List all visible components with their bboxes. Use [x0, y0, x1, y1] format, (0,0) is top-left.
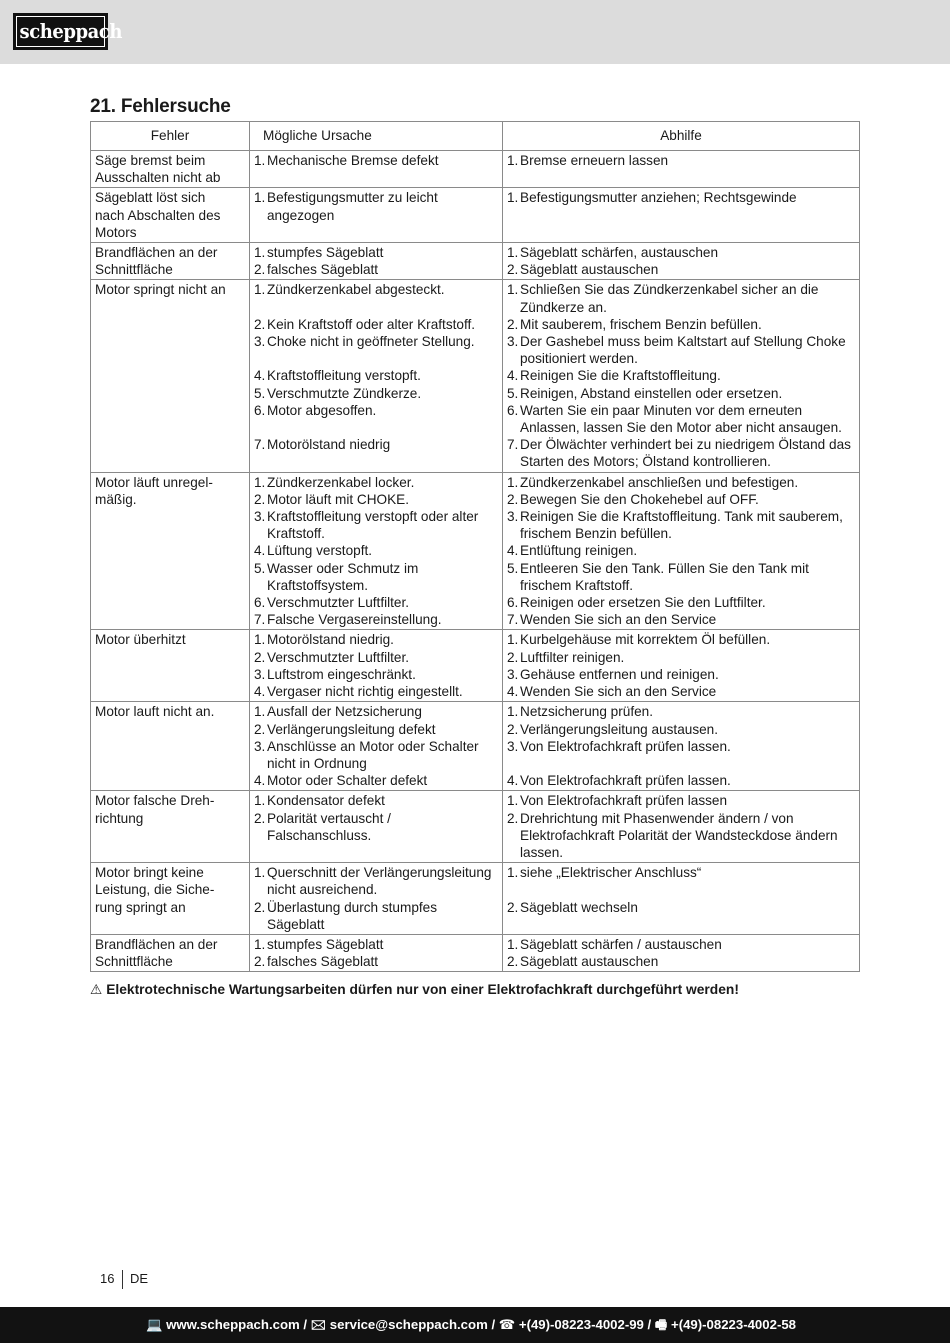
list-item — [507, 703, 855, 720]
list-item — [507, 560, 855, 594]
footer-contact: 💻 www.scheppach.com / 🖂 service@scheppach.com / ☎ +(49)-08223-4002-99 / 🖷 +(49)-08223-4002-58 — [146, 1317, 796, 1332]
fehler-line: Brandflächen an der — [95, 936, 218, 952]
list-item-text: Reinigen Sie die Kraftstoffleitung. Tank mit sauberem, frischem Benzin befüllen. — [520, 509, 843, 542]
list-item-number: 1. — [254, 704, 266, 720]
list-spacer — [254, 299, 498, 316]
list-item-text: Wenden Sie sich an den Service — [520, 684, 717, 700]
troubleshooting-table — [90, 121, 860, 972]
list-item-text: Sägeblatt austauschen — [520, 262, 659, 278]
list-item-number: 2. — [254, 316, 266, 332]
list-item-number: 2. — [507, 721, 519, 737]
list-item — [254, 953, 498, 970]
list-item-number: 5. — [254, 385, 266, 401]
list-item-text: Befestigungsmutter anziehen; Rechtsgewinde — [520, 190, 797, 206]
list-item — [254, 611, 498, 628]
list-item — [507, 385, 855, 402]
list-item-number: 2. — [507, 954, 519, 970]
list-item — [254, 772, 498, 789]
list-item — [507, 316, 855, 333]
list-item-text: Motorölstand niedrig — [267, 437, 391, 453]
list-item — [507, 899, 855, 916]
list-item-number: 3. — [507, 334, 519, 350]
list-item-number: 1. — [507, 282, 519, 298]
cell-fehler — [91, 702, 250, 791]
fehler-line: Leistung, die Siche- — [95, 882, 215, 898]
list-item-number: 4. — [254, 543, 266, 559]
list-item — [507, 936, 855, 953]
cell-ursache — [250, 280, 503, 472]
fehler-line: Motor überhitzt — [95, 632, 186, 648]
cell-abhilfe — [503, 630, 860, 702]
list-item-text: Netzsicherung prüfen. — [520, 704, 653, 720]
list-item — [254, 385, 498, 402]
list-item-number: 4. — [254, 773, 266, 789]
list-item-text: Verschmutzte Zündkerze. — [267, 385, 422, 401]
table-row — [91, 151, 860, 188]
fehler-line: Säge bremst beim — [95, 153, 206, 168]
list-item-number: 1. — [507, 865, 519, 881]
cell-fehler — [91, 151, 250, 188]
list-item-text: falsches Sägeblatt — [267, 954, 379, 970]
list-item — [507, 436, 855, 470]
list-item — [254, 721, 498, 738]
list-item-text: Ausfall der Netzsicherung — [267, 704, 422, 720]
list-item-number: 1. — [254, 793, 266, 809]
list-item — [507, 631, 855, 648]
list-item — [507, 810, 855, 862]
list-item-text: Bremse erneuern lassen — [520, 153, 669, 168]
list-item-text: Überlastung durch stumpfes Sägeblatt — [267, 899, 438, 932]
list-item-text: Warten Sie ein paar Minuten vor dem erneuten Anlassen, lassen Sie den Motor aber nicht ansaugen. — [520, 402, 842, 436]
list-item — [254, 542, 498, 559]
list-item-number: 1. — [254, 190, 266, 206]
list-item-text: falsches Sägeblatt — [267, 262, 379, 278]
column-header-abhilfe: Abhilfe — [503, 122, 860, 151]
list-item — [507, 683, 855, 700]
list-item-text: Von Elektrofachkraft prüfen lassen. — [520, 773, 731, 789]
list-item-text: Schließen Sie das Zündkerzenkabel sicher an die Zündkerze an. — [520, 282, 819, 315]
list-item — [254, 594, 498, 611]
list-item-number: 1. — [507, 153, 519, 168]
list-item-text: siehe „Elektrischer Anschluss“ — [520, 865, 702, 881]
list-spacer — [254, 419, 498, 436]
list-spacer — [507, 755, 855, 772]
list-item — [507, 953, 855, 970]
list-item — [254, 738, 498, 772]
logo-text: scheppach — [19, 19, 123, 43]
list-item — [507, 611, 855, 628]
list-item-number: 6. — [254, 402, 266, 418]
list-item-text: Sägeblatt schärfen / austauschen — [520, 936, 722, 952]
list-item-number: 3. — [254, 738, 266, 754]
list-item-text: Drehrichtung mit Phasenwender ändern / von Elektrofachkraft Polarität der Wandsteckdose ändern lassen. — [520, 810, 838, 860]
fehler-line: nach Abschalten des — [95, 207, 221, 223]
list-item-number: 1. — [507, 190, 519, 206]
list-item-text: Der Ölwächter verhindert bei zu niedrigem Ölstand das Starten des Motors; Ölstand kontrollieren. — [520, 437, 851, 470]
list-item-text: Zündkerzenkabel abgesteckt. — [267, 282, 445, 298]
cell-abhilfe — [503, 472, 860, 630]
table-row — [91, 863, 860, 935]
list-item — [254, 560, 498, 594]
fehler-line: Motor falsche Dreh- — [95, 793, 215, 809]
list-item — [254, 649, 498, 666]
list-item — [254, 367, 498, 384]
list-item-text: Motor oder Schalter defekt — [267, 773, 428, 789]
list-item-text: Luftfilter reinigen. — [520, 649, 625, 665]
list-item — [507, 666, 855, 683]
cell-abhilfe — [503, 702, 860, 791]
list-item — [254, 936, 498, 953]
list-item — [254, 152, 498, 169]
list-item — [507, 244, 855, 261]
list-item-text: Sägeblatt austauschen — [520, 954, 659, 970]
list-item-number: 3. — [507, 509, 519, 525]
list-item — [507, 152, 855, 169]
list-item — [507, 649, 855, 666]
list-item-text: Sägeblatt wechseln — [520, 899, 638, 915]
list-item-number: 2. — [254, 721, 266, 737]
list-item — [507, 864, 855, 881]
list-item-text: Von Elektrofachkraft prüfen lassen. — [520, 738, 731, 754]
list-item — [254, 402, 498, 419]
list-item-text: Kraftstoffleitung verstopft. — [267, 368, 421, 384]
list-item — [254, 683, 498, 700]
fehler-line: Ausschalten nicht ab — [95, 170, 221, 186]
list-item-text: Zündkerzenkabel anschließen und befestigen. — [520, 474, 799, 490]
fehler-line: Motor bringt keine — [95, 865, 204, 881]
list-item-text: Mechanische Bremse defekt — [267, 153, 439, 168]
list-item-text: Zündkerzenkabel locker. — [267, 474, 415, 490]
list-item-text: Falsche Vergasereinstellung. — [267, 612, 442, 628]
list-item-number: 3. — [507, 738, 519, 754]
fehler-line: mäßig. — [95, 491, 137, 507]
fehler-line: Brandflächen an der — [95, 245, 218, 261]
list-item-number: 1. — [254, 936, 266, 952]
list-item-text: Kein Kraftstoff oder alter Kraftstoff. — [267, 316, 476, 332]
list-item-text: Von Elektrofachkraft prüfen lassen — [520, 793, 728, 809]
list-item-number: 4. — [507, 773, 519, 789]
table-header-row — [91, 122, 860, 151]
list-item — [254, 474, 498, 491]
list-item-text: Befestigungsmutter zu leicht angezogen — [267, 190, 438, 223]
table-body — [91, 151, 860, 972]
list-item — [507, 333, 855, 367]
list-item — [507, 491, 855, 508]
cell-ursache — [250, 472, 503, 630]
list-item-number: 4. — [507, 684, 519, 700]
cell-abhilfe — [503, 863, 860, 935]
cell-fehler — [91, 630, 250, 702]
cell-fehler — [91, 863, 250, 935]
list-item-number: 4. — [254, 368, 266, 384]
list-item-number: 5. — [507, 385, 519, 401]
cell-ursache — [250, 151, 503, 188]
list-item-number: 4. — [254, 684, 266, 700]
list-item-text: Wenden Sie sich an den Service — [520, 612, 717, 628]
list-item-text: Motorölstand niedrig. — [267, 632, 394, 648]
list-spacer — [254, 350, 498, 367]
list-item-number: 5. — [507, 560, 519, 576]
list-item-number: 1. — [254, 282, 266, 298]
list-item-text: Kurbelgehäuse mit korrektem Öl befüllen. — [520, 632, 771, 648]
list-item-number: 1. — [507, 704, 519, 720]
list-item-number: 6. — [507, 402, 519, 418]
cell-ursache — [250, 188, 503, 243]
table-row — [91, 934, 860, 971]
list-item-number: 4. — [507, 368, 519, 384]
fehler-line: Sägeblatt löst sich — [95, 190, 206, 206]
list-item-text: Verschmutzter Luftfilter. — [267, 595, 410, 611]
list-item — [254, 261, 498, 278]
list-item-number: 1. — [507, 793, 519, 809]
list-item-number: 1. — [254, 245, 266, 261]
list-item-number: 2. — [507, 899, 519, 915]
list-item-text: Reinigen, Abstand einstellen oder ersetzen. — [520, 385, 783, 401]
column-header-fehler: Fehler — [91, 122, 250, 151]
list-item — [254, 703, 498, 720]
list-item — [507, 542, 855, 559]
fehler-line: Motor läuft unregel- — [95, 474, 213, 490]
list-item-number: 1. — [254, 632, 266, 648]
cell-fehler — [91, 188, 250, 243]
list-item-text: Entlüftung reinigen. — [520, 543, 638, 559]
list-item-number: 7. — [507, 437, 519, 453]
list-item-number: 2. — [507, 491, 519, 507]
list-item-number: 2. — [254, 810, 266, 826]
cell-abhilfe — [503, 791, 860, 863]
list-item — [507, 261, 855, 278]
list-item-number: 3. — [507, 666, 519, 682]
list-item — [254, 491, 498, 508]
list-item — [507, 594, 855, 611]
section-title: 21. Fehlersuche — [90, 96, 231, 117]
list-item-text: Sägeblatt schärfen, austauschen — [520, 245, 718, 261]
list-item-text: Verlängerungsleitung austausen. — [520, 721, 719, 737]
fehler-line: rung springt an — [95, 899, 186, 915]
list-item-text: Kondensator defekt — [267, 793, 385, 809]
cell-ursache — [250, 702, 503, 791]
table-row — [91, 702, 860, 791]
page-number: 16 — [100, 1271, 115, 1286]
page-divider — [122, 1270, 123, 1289]
list-item — [254, 436, 498, 453]
list-item — [507, 474, 855, 491]
list-item-number: 2. — [507, 810, 519, 826]
table-row — [91, 280, 860, 472]
list-item-number: 1. — [507, 474, 519, 490]
list-item-text: Gehäuse entfernen und reinigen. — [520, 666, 719, 682]
list-item — [507, 738, 855, 755]
fehler-line: Motors — [95, 224, 137, 240]
list-item — [254, 333, 498, 350]
cell-ursache — [250, 630, 503, 702]
cell-fehler — [91, 280, 250, 472]
list-item-number: 3. — [254, 509, 266, 525]
list-item — [507, 189, 855, 206]
list-item — [254, 631, 498, 648]
list-item-number: 6. — [254, 595, 266, 611]
list-item-number: 2. — [507, 649, 519, 665]
list-item-number: 4. — [507, 543, 519, 559]
cell-abhilfe — [503, 934, 860, 971]
fehler-line: Motor lauft nicht an. — [95, 704, 215, 720]
list-item-number: 1. — [254, 474, 266, 490]
list-item-text: Vergaser nicht richtig eingestellt. — [267, 684, 463, 700]
scheppach-logo — [13, 13, 123, 50]
list-item-text: Reinigen oder ersetzen Sie den Luftfilter. — [520, 595, 766, 611]
column-header-ursache: Mögliche Ursache — [250, 122, 503, 151]
cell-abhilfe — [503, 280, 860, 472]
list-item — [254, 189, 498, 223]
list-item-number: 1. — [254, 865, 266, 881]
list-item-text: Verschmutzter Luftfilter. — [267, 649, 410, 665]
list-item — [507, 508, 855, 542]
list-item-text: Der Gashebel muss beim Kaltstart auf Stellung Choke positioniert werden. — [520, 334, 846, 367]
list-item — [254, 666, 498, 683]
list-item-text: Motor läuft mit CHOKE. — [267, 491, 410, 507]
list-item-number: 2. — [254, 649, 266, 665]
list-item-text: Choke nicht in geöffneter Stellung. — [267, 334, 475, 350]
cell-fehler — [91, 791, 250, 863]
list-item — [507, 402, 855, 436]
cell-ursache — [250, 934, 503, 971]
fehler-line: richtung — [95, 810, 144, 826]
table-row — [91, 791, 860, 863]
fehler-line: Schnittfläche — [95, 954, 173, 970]
list-item-text: Anschlüsse an Motor oder Schalter nicht in Ordnung — [267, 738, 479, 771]
list-item-number: 7. — [254, 437, 266, 453]
list-item-text: Polarität vertauscht / Falschanschluss. — [267, 810, 391, 843]
footer-band — [0, 1307, 950, 1343]
list-item-text: stumpfes Sägeblatt — [267, 936, 384, 952]
fehler-line: Schnittfläche — [95, 262, 173, 278]
list-item-number: 1. — [507, 632, 519, 648]
table-row — [91, 472, 860, 630]
list-item-text: Reinigen Sie die Kraftstoffleitung. — [520, 368, 721, 384]
cell-ursache — [250, 243, 503, 280]
list-item-number: 2. — [254, 491, 266, 507]
list-spacer — [507, 881, 855, 898]
list-item-number: 2. — [254, 899, 266, 915]
list-item — [507, 721, 855, 738]
list-item-number: 2. — [254, 954, 266, 970]
list-item — [507, 367, 855, 384]
list-item — [507, 772, 855, 789]
table-row — [91, 188, 860, 243]
cell-ursache — [250, 863, 503, 935]
table-row — [91, 630, 860, 702]
list-item-text: Lüftung verstopft. — [267, 543, 373, 559]
list-item — [254, 810, 498, 844]
cell-abhilfe — [503, 151, 860, 188]
list-item-number: 1. — [507, 245, 519, 261]
cell-abhilfe — [503, 243, 860, 280]
list-item — [254, 864, 498, 898]
list-item-number: 1. — [254, 153, 266, 168]
cell-fehler — [91, 243, 250, 280]
cell-abhilfe — [503, 188, 860, 243]
list-item-text: Wasser oder Schmutz im Kraftstoffsystem. — [267, 560, 419, 593]
list-item-text: Motor abgesoffen. — [267, 402, 377, 418]
list-item — [507, 792, 855, 809]
list-item-text: Querschnitt der Verlängerungsleitung nicht ausreichend. — [267, 865, 492, 898]
list-item-text: Entleeren Sie den Tank. Füllen Sie den Tank mit frischem Kraftstoff. — [520, 560, 809, 593]
list-item — [254, 244, 498, 261]
list-item — [254, 316, 498, 333]
list-item-number: 7. — [254, 612, 266, 628]
list-item-number: 2. — [507, 262, 519, 278]
cell-fehler — [91, 472, 250, 630]
fehler-line: Motor springt nicht an — [95, 282, 226, 298]
list-item-number: 3. — [254, 666, 266, 682]
list-item-number: 6. — [507, 595, 519, 611]
list-item-text: Kraftstoffleitung verstopft oder alter Kraftstoff. — [267, 509, 479, 542]
list-item-number: 5. — [254, 560, 266, 576]
list-item-text: Bewegen Sie den Chokehebel auf OFF. — [520, 491, 759, 507]
header-band — [0, 0, 950, 64]
list-item-text: Mit sauberem, frischem Benzin befüllen. — [520, 316, 762, 332]
list-item-text: stumpfes Sägeblatt — [267, 245, 384, 261]
cell-fehler — [91, 934, 250, 971]
list-item-text: Verlängerungsleitung defekt — [267, 721, 436, 737]
list-item-number: 1. — [507, 936, 519, 952]
list-item-number: 3. — [254, 334, 266, 350]
table-row — [91, 243, 860, 280]
list-item — [254, 899, 498, 933]
list-item-number: 2. — [507, 316, 519, 332]
warning-note: ⚠ Elektrotechnische Wartungsarbeiten dürfen nur von einer Elektrofachkraft durchgeführt werden! — [90, 982, 739, 997]
language-code: DE — [130, 1271, 149, 1286]
list-item-text: Luftstrom eingeschränkt. — [267, 666, 416, 682]
list-item — [254, 792, 498, 809]
list-item — [254, 281, 498, 298]
cell-ursache — [250, 791, 503, 863]
list-item — [254, 508, 498, 542]
list-item-number: 2. — [254, 262, 266, 278]
list-item — [507, 281, 855, 315]
list-item-number: 7. — [507, 612, 519, 628]
